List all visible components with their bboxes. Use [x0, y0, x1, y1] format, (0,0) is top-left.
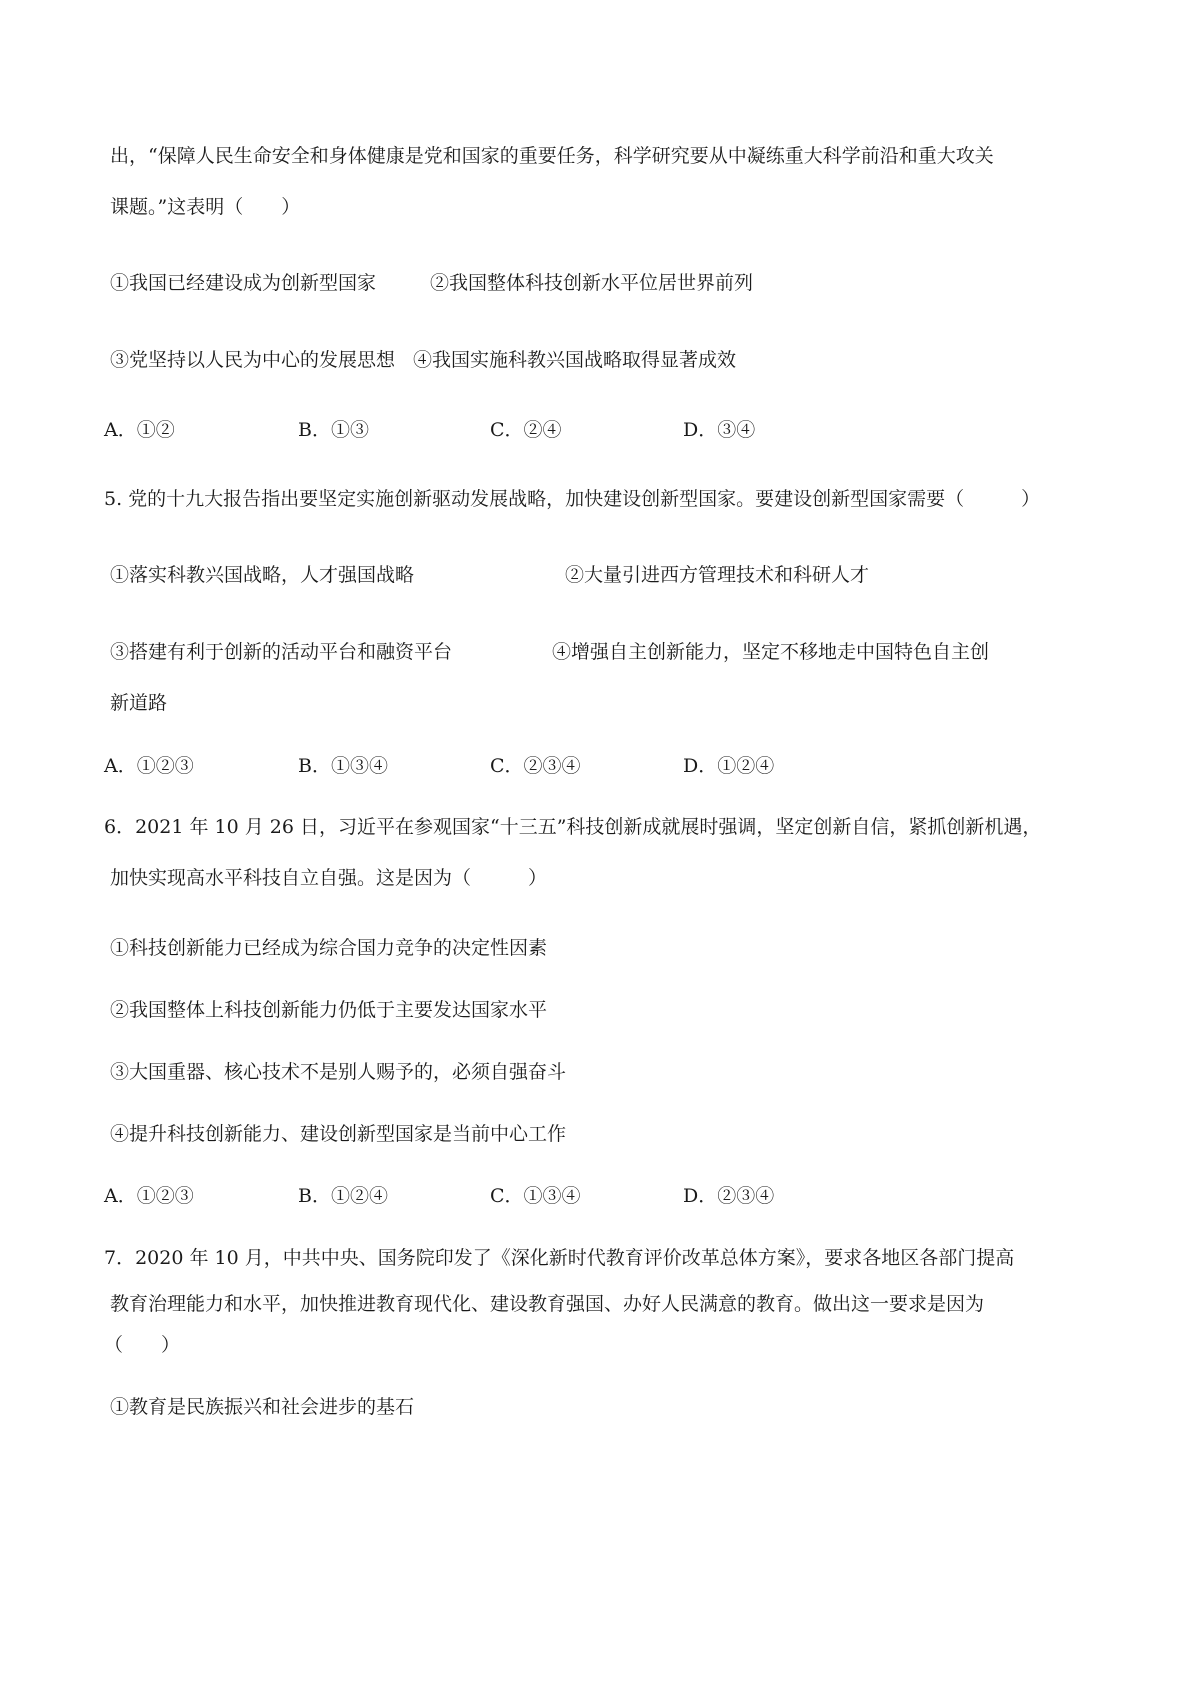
q6-option-d[interactable]: D．②③④	[683, 1185, 775, 1207]
q4-option-b[interactable]: B．①③	[298, 419, 369, 441]
q6-statement-3: ③大国重器、核心技术不是别人赐予的，必须自强奋斗	[110, 1061, 567, 1083]
q5-option-b[interactable]: B．①③④	[298, 755, 388, 777]
q6-statement-2: ②我国整体上科技创新能力仍低于主要发达国家水平	[110, 999, 548, 1021]
q4-option-c[interactable]: C．②④	[490, 419, 562, 441]
q6-option-b[interactable]: B．①②④	[298, 1185, 388, 1207]
q5-option-d[interactable]: D．①②④	[683, 755, 775, 777]
q5-statement-2: ②大量引进西方管理技术和科研人才	[565, 564, 870, 586]
q5-statement-3: ③搭建有利于创新的活动平台和融资平台	[110, 641, 453, 663]
q5-stem: 5. 党的十九大报告指出要坚定实施创新驱动发展战略，加快建设创新型国家。要建设创新型国家需要（ ）	[104, 488, 1041, 510]
q6-option-c[interactable]: C．①③④	[490, 1185, 581, 1207]
q7-stem-line1: 7．2020 年 10 月，中共中央、国务院印发了《深化新时代教育评价改革总体方案》，要求各地区各部门提高	[104, 1247, 1015, 1269]
q4-option-d[interactable]: D．③④	[683, 419, 756, 441]
q5-statement-4-line2: 新道路	[110, 692, 168, 714]
q4-stem-line2: 课题。”这表明（ ）	[110, 196, 301, 218]
q4-stem-line1: 出，“保障人民生命安全和身体健康是党和国家的重要任务，科学研究要从中凝练重大科学前沿和重大攻关	[110, 145, 994, 167]
q5-statement-4-line1: ④增强自主创新能力，坚定不移地走中国特色自主创	[552, 641, 990, 663]
q6-statement-4: ④提升科技创新能力、建设创新型国家是当前中心工作	[110, 1123, 567, 1145]
q4-statement-3: ③党坚持以人民为中心的发展思想	[110, 349, 396, 371]
q6-stem-line2: 加快实现高水平科技自立自强。这是因为（ ）	[110, 867, 548, 889]
q6-stem-line1: 6．2021 年 10 月 26 日，习近平在参观国家“十三五”科技创新成就展时强调，坚定创新自信，紧抓创新机遇，	[104, 816, 1042, 838]
q5-statement-1: ①落实科教兴国战略，人才强国战略	[110, 564, 415, 586]
q4-statement-2: ②我国整体科技创新水平位居世界前列	[430, 272, 754, 294]
q5-option-a[interactable]: A．①②③	[104, 755, 194, 777]
q4-statement-1: ①我国已经建设成为创新型国家	[110, 272, 377, 294]
q4-statement-4: ④我国实施科教兴国战略取得显著成效	[413, 349, 737, 371]
q4-option-a[interactable]: A．①②	[104, 419, 175, 441]
q7-statement-1: ①教育是民族振兴和社会进步的基石	[110, 1396, 415, 1418]
q6-statement-1: ①科技创新能力已经成为综合国力竞争的决定性因素	[110, 937, 548, 959]
q6-option-a[interactable]: A．①②③	[104, 1185, 194, 1207]
q7-stem-line2: 教育治理能力和水平，加快推进教育现代化、建设教育强国、办好人民满意的教育。做出这一要求是因为	[110, 1293, 985, 1315]
q5-option-c[interactable]: C．②③④	[490, 755, 581, 777]
q7-stem-line3: （ ）	[104, 1334, 181, 1356]
